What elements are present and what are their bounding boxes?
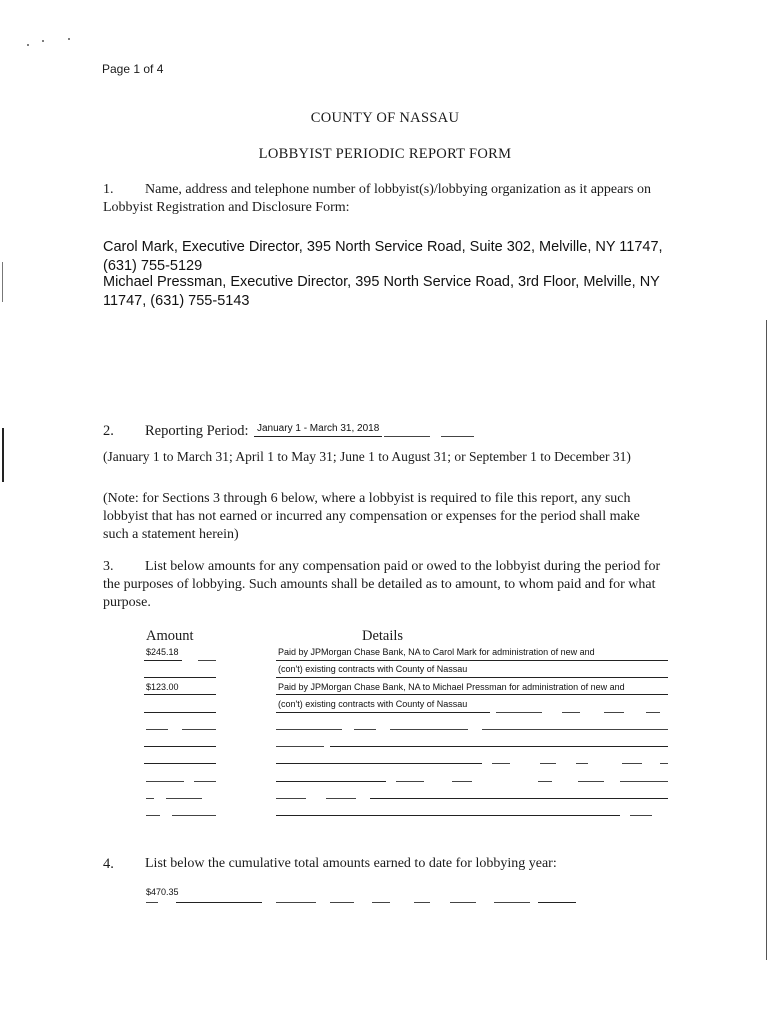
scan-edge-mark xyxy=(2,262,3,302)
scan-speck xyxy=(27,44,29,46)
underline-segment xyxy=(146,815,160,816)
details-underline xyxy=(276,781,386,782)
details-underline xyxy=(276,660,668,661)
amount-column-header: Amount xyxy=(146,628,194,644)
lobbyist-entry-2: Michael Pressman, Executive Director, 395 North Service Road, 3rd Floor, Melville, NY 11747, (631) 755-5143 xyxy=(103,274,660,309)
reporting-period-underline xyxy=(254,436,382,437)
lobbyist-entry-1: Carol Mark, Executive Director, 395 North Service Road, Suite 302, Melville, NY 11747, (631) 755-5129 xyxy=(103,239,663,274)
underline-segment xyxy=(482,729,668,730)
details-underline xyxy=(370,798,668,799)
section4-number: 4. xyxy=(103,856,114,872)
underline-segment xyxy=(372,902,390,903)
details-underline xyxy=(276,677,668,678)
details-underline xyxy=(276,712,490,713)
section1-text: Name, address and telephone number of lobbyist(s)/lobbying organization as it appears on Lobbyist Registration and Disclosure Form: xyxy=(103,182,651,215)
underline-segment xyxy=(562,712,580,713)
reporting-period-value[interactable]: January 1 - March 31, 2018 xyxy=(257,423,380,434)
underline-segment xyxy=(496,712,542,713)
underline-segment xyxy=(538,781,552,782)
underline-segment xyxy=(198,660,216,661)
note-paragraph: (Note: for Sections 3 through 6 below, where a lobbyist is required to file this report, any such lobbyist that has not earned or incurred any compensation or expenses for the period shall make such a statement herein) xyxy=(103,491,640,542)
amount-underline xyxy=(144,712,216,713)
amount-cell: $123.00 xyxy=(146,682,179,692)
details-column-header: Details xyxy=(362,628,404,644)
underline-segment xyxy=(414,902,430,903)
amount-underline xyxy=(144,746,216,747)
page-number: Page 1 of 4 xyxy=(102,62,164,76)
details-underline xyxy=(276,694,668,695)
underline-segment xyxy=(276,798,306,799)
underline-segment xyxy=(396,781,424,782)
amount-underline xyxy=(144,660,182,661)
section4-text: List below the cumulative total amounts earned to date for lobbying year: xyxy=(145,856,557,871)
scan-speck xyxy=(68,38,70,40)
total-underline xyxy=(538,902,576,903)
underline-segment xyxy=(146,798,154,799)
details-cell: Paid by JPMorgan Chase Bank, NA to Carol Mark for administration of new and xyxy=(278,647,595,657)
underline-segment xyxy=(578,781,604,782)
details-underline xyxy=(276,763,482,764)
underline-segment xyxy=(620,781,668,782)
amount-cell: $245.18 xyxy=(146,647,179,657)
underline-segment xyxy=(166,798,202,799)
reporting-period-label: Reporting Period: xyxy=(145,423,249,439)
underline-segment xyxy=(354,729,376,730)
underline-segment xyxy=(441,436,474,437)
underline-segment xyxy=(494,902,530,903)
county-heading: COUNTY OF NASSAU xyxy=(310,110,460,126)
underline-segment xyxy=(172,815,216,816)
underline-segment xyxy=(450,902,476,903)
underline-segment xyxy=(630,815,652,816)
underline-segment xyxy=(330,902,354,903)
amount-underline xyxy=(144,694,216,695)
underline-segment xyxy=(576,763,588,764)
underline-segment xyxy=(452,781,472,782)
underline-segment xyxy=(182,729,216,730)
underline-segment xyxy=(390,729,468,730)
details-cell: (con't) existing contracts with County of Nassau xyxy=(278,664,468,674)
underline-segment xyxy=(276,902,316,903)
underline-segment xyxy=(326,798,356,799)
underline-segment xyxy=(146,781,184,782)
underline-segment xyxy=(146,729,168,730)
details-cell: Paid by JPMorgan Chase Bank, NA to Michael Pressman for administration of new and xyxy=(278,682,625,692)
scan-speck xyxy=(42,40,44,42)
underline-segment xyxy=(146,902,158,903)
total-underline xyxy=(176,902,262,903)
underline-segment xyxy=(276,729,342,730)
form-title: LOBBYIST PERIODIC REPORT FORM xyxy=(258,146,512,162)
amount-underline xyxy=(144,677,216,678)
scan-edge-mark xyxy=(2,428,4,482)
underline-segment xyxy=(660,763,668,764)
section3-text: List below amounts for any compensation paid or owed to the lobbyist during the period for the purposes of lobbying. Such amounts shall be detailed as to amount, to whom paid and for what purpose. xyxy=(103,559,661,610)
details-underline xyxy=(330,746,668,747)
section1-number: 1. xyxy=(103,182,114,197)
reporting-periods-list: (January 1 to March 31; April 1 to May 31; June 1 to August 31; or September 1 to December 31) xyxy=(103,449,631,464)
details-cell: (con't) existing contracts with County of Nassau xyxy=(278,699,468,709)
underline-segment xyxy=(276,746,324,747)
underline-segment xyxy=(194,781,216,782)
section2-number: 2. xyxy=(103,423,114,439)
details-underline xyxy=(276,815,620,816)
underline-segment xyxy=(646,712,660,713)
underline-segment xyxy=(384,436,430,437)
underline-segment xyxy=(492,763,510,764)
amount-underline xyxy=(144,763,216,764)
scan-right-edge xyxy=(766,320,767,960)
section3-number: 3. xyxy=(103,559,114,574)
underline-segment xyxy=(604,712,624,713)
underline-segment xyxy=(622,763,642,764)
cumulative-total-value[interactable]: $470.35 xyxy=(146,887,179,897)
underline-segment xyxy=(540,763,556,764)
